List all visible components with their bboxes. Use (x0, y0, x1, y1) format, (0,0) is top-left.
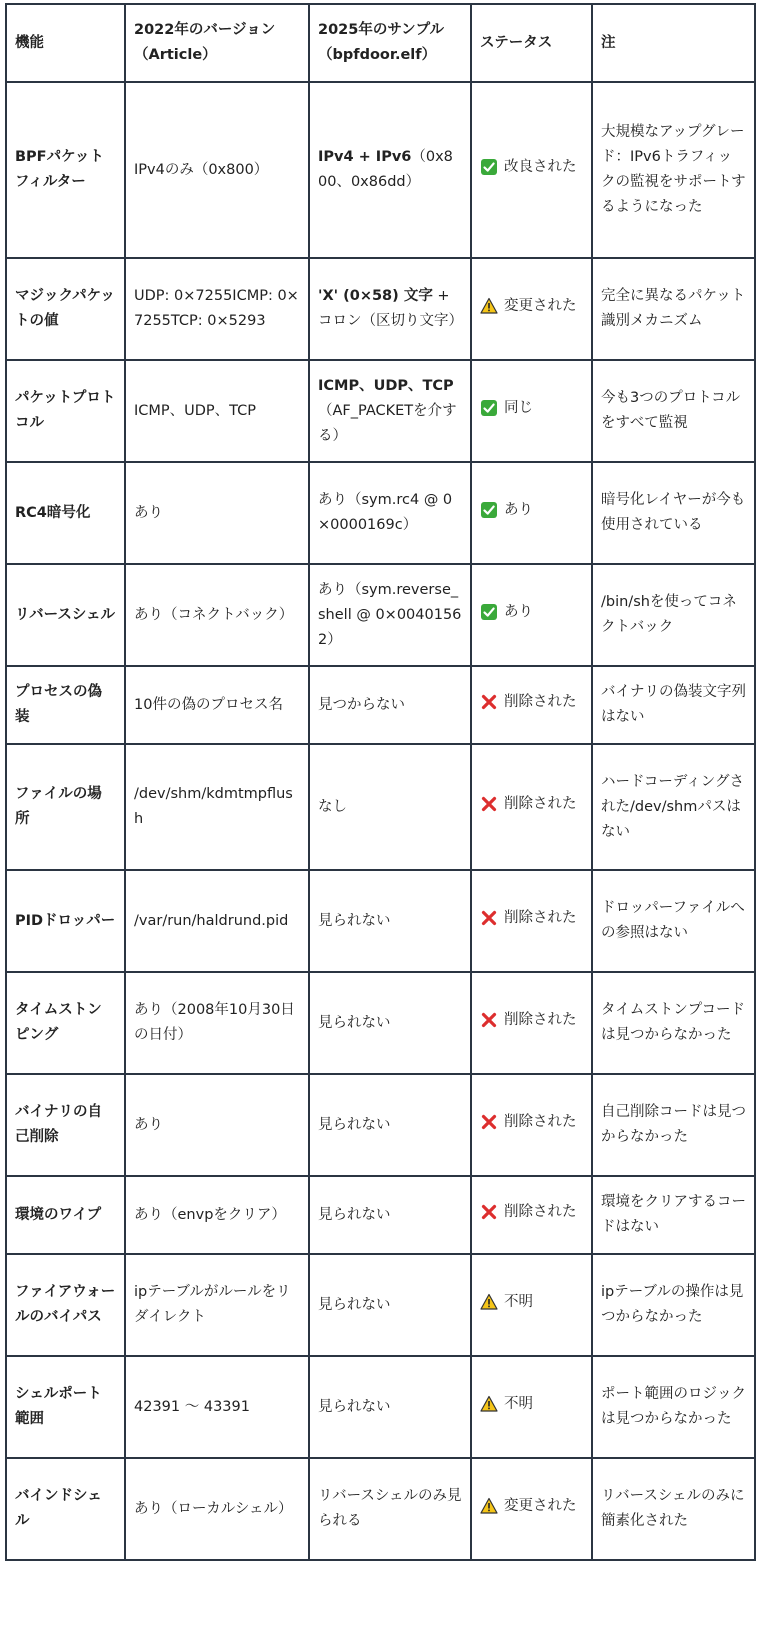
feature-cell (6, 360, 125, 462)
version-2025-bold-text: ICMP、UDP、TCP (318, 377, 454, 394)
status-cell (471, 972, 592, 1074)
note-cell (592, 82, 755, 258)
version-2025-cell (309, 744, 471, 870)
feature-text: PIDドロッパー (15, 912, 116, 929)
warning-icon (480, 1497, 498, 1515)
version-2025-text: あり（sym.reverse_shell @ 0×00401562） (318, 581, 462, 648)
note-cell (592, 1074, 755, 1176)
status-text: 削除された (504, 1011, 577, 1028)
header-2025-label: 2025年のサンプル (318, 22, 445, 38)
note-cell (592, 462, 755, 564)
feature-text: ファイアウォールのバイパス (15, 1284, 116, 1325)
header-note (592, 4, 755, 82)
cross-icon (480, 1203, 498, 1221)
note-cell (592, 870, 755, 972)
version-2025-text: + コロン（区切り文字） (318, 288, 463, 329)
note-text: 自己削除コードは見つからなかった (601, 1104, 746, 1145)
status-cell (471, 564, 592, 666)
version-2025-text: なし (318, 798, 347, 815)
feature-cell (6, 1176, 125, 1254)
version-2025-cell (309, 462, 471, 564)
status-text: あり (504, 501, 533, 518)
version-2025-cell (309, 564, 471, 666)
status-text: あり (504, 603, 533, 620)
feature-cell (6, 462, 125, 564)
version-2025-text: リバースシェルのみ見られる (318, 1488, 462, 1529)
version-2022-text: IPv4のみ（0x800） (134, 161, 269, 178)
table-row (6, 744, 755, 870)
cross-icon (480, 1113, 498, 1131)
feature-text: パケットプロトコル (15, 390, 116, 431)
version-2022-cell (125, 1458, 309, 1560)
version-2025-text: 見られない (318, 1398, 391, 1415)
note-cell (592, 360, 755, 462)
status-cell (471, 1254, 592, 1356)
version-2022-cell (125, 1074, 309, 1176)
feature-text: RC4暗号化 (15, 504, 91, 521)
note-text: リバースシェルのみに簡素化された (601, 1488, 745, 1529)
version-2022-text: あり（envpをクリア） (134, 1206, 286, 1223)
table-row (6, 972, 755, 1074)
note-cell (592, 258, 755, 360)
cross-icon (480, 693, 498, 711)
table-header-row (6, 4, 755, 82)
warning-icon (480, 1395, 498, 1413)
note-cell (592, 1176, 755, 1254)
status-cell (471, 82, 592, 258)
version-2025-cell (309, 1458, 471, 1560)
table-row (6, 1074, 755, 1176)
version-2022-text: ICMP、UDP、TCP (134, 402, 257, 419)
note-text: ポート範囲のロジックは見つからなかった (601, 1386, 746, 1427)
cross-icon (480, 795, 498, 813)
version-2025-text: 見られない (318, 912, 391, 929)
warning-icon (480, 1293, 498, 1311)
note-text: 環境をクリアするコードはない (601, 1194, 746, 1235)
version-2025-cell (309, 1074, 471, 1176)
version-2022-text: あり (134, 504, 163, 521)
feature-text: バインドシェル (15, 1488, 102, 1529)
note-text: 大規模なアップグレード：IPv6トラフィックの監視をサポートするようになった (601, 124, 746, 215)
feature-text: BPFパケットフィルター (15, 149, 104, 190)
note-cell (592, 1356, 755, 1458)
version-2025-bold-text: IPv4 + IPv6 (318, 149, 412, 165)
version-2022-cell (125, 462, 309, 564)
header-note-label: 注 (601, 34, 616, 51)
feature-text: 環境のワイプ (15, 1206, 102, 1223)
status-text: 不明 (504, 1395, 533, 1412)
note-cell (592, 1254, 755, 1356)
version-2025-cell (309, 972, 471, 1074)
version-2022-text: /var/run/haldrund.pid (134, 912, 289, 929)
note-text: バイナリの偽装文字列はない (601, 684, 746, 725)
version-2025-text: 見られない (318, 1116, 391, 1133)
version-2022-text: あり（ローカルシェル） (134, 1500, 293, 1517)
version-2022-text: あり（コネクトバック） (134, 606, 294, 623)
note-text: ハードコーディングされた/dev/shmパスはない (601, 773, 744, 840)
table-row (6, 564, 755, 666)
table-row (6, 870, 755, 972)
note-text: ドロッパーファイルへの参照はない (601, 900, 745, 941)
warning-icon (480, 297, 498, 315)
header-feature (6, 4, 125, 82)
header-status (471, 4, 592, 82)
version-2025-text: 見られない (318, 1296, 391, 1313)
note-text: 暗号化レイヤーが今も使用されている (601, 492, 746, 533)
status-cell (471, 1176, 592, 1254)
header-status-label: ステータス (480, 34, 553, 51)
table-row (6, 258, 755, 360)
version-2022-cell (125, 972, 309, 1074)
version-2025-cell (309, 1254, 471, 1356)
version-2025-cell (309, 1176, 471, 1254)
status-text: 削除された (504, 693, 577, 710)
status-cell (471, 1458, 592, 1560)
check-icon (480, 158, 498, 176)
feature-cell (6, 972, 125, 1074)
status-cell (471, 870, 592, 972)
feature-cell (6, 744, 125, 870)
header-2022-label: 2022年のバージョン (134, 22, 276, 38)
version-2022-cell (125, 1356, 309, 1458)
version-2025-text: 見られない (318, 1014, 391, 1031)
version-2025-cell (309, 258, 471, 360)
version-2025-text: 見つからない (318, 696, 405, 713)
feature-text: バイナリの自己削除 (15, 1104, 102, 1145)
feature-cell (6, 1356, 125, 1458)
version-2022-cell (125, 870, 309, 972)
status-cell (471, 744, 592, 870)
feature-cell (6, 1074, 125, 1176)
version-2022-cell (125, 666, 309, 744)
feature-cell (6, 870, 125, 972)
status-text: 改良された (504, 158, 577, 175)
table-row (6, 360, 755, 462)
note-cell (592, 972, 755, 1074)
status-cell (471, 1074, 592, 1176)
version-2025-cell (309, 870, 471, 972)
feature-cell (6, 666, 125, 744)
version-2022-cell (125, 1176, 309, 1254)
feature-text: ファイルの場所 (15, 786, 102, 827)
header-2022-version (125, 4, 309, 82)
version-2025-bold-text: 'X' (0×58) 文字 (318, 288, 433, 304)
note-text: ipテーブルの操作は見つからなかった (601, 1284, 744, 1325)
status-cell (471, 462, 592, 564)
version-2025-cell (309, 1356, 471, 1458)
version-2025-text: （0x800、0x86dd） (318, 149, 453, 190)
note-text: 完全に異なるパケット識別メカニズム (601, 288, 746, 329)
feature-text: マジックパケットの値 (15, 288, 115, 329)
feature-cell (6, 1458, 125, 1560)
comparison-table (5, 3, 756, 1561)
version-2022-text: ipテーブルがルールをリダイレクト (134, 1284, 291, 1325)
cross-icon (480, 1011, 498, 1029)
status-cell (471, 666, 592, 744)
version-2022-text: /dev/shm/kdmtmpflush (134, 786, 293, 827)
feature-cell (6, 258, 125, 360)
version-2022-cell (125, 258, 309, 360)
table-row (6, 462, 755, 564)
check-icon (480, 399, 498, 417)
feature-text: シェルポート範囲 (15, 1386, 102, 1427)
note-text: タイムストンプコードは見つからなかった (601, 1002, 745, 1043)
note-text: /bin/shを使ってコネクトバック (601, 594, 737, 635)
header-2025-sublabel: （bpfdoor.elf） (318, 47, 437, 63)
table-row (6, 1176, 755, 1254)
table-row (6, 1356, 755, 1458)
status-text: 削除された (504, 909, 577, 926)
header-2025-sample (309, 4, 471, 82)
version-2022-cell (125, 1254, 309, 1356)
note-cell (592, 564, 755, 666)
feature-cell (6, 564, 125, 666)
feature-text: タイムストンピング (15, 1002, 102, 1043)
status-text: 削除された (504, 1203, 577, 1220)
note-cell (592, 666, 755, 744)
note-cell (592, 744, 755, 870)
version-2022-cell (125, 360, 309, 462)
table-row (6, 1458, 755, 1560)
version-2022-text: 42391 〜 43391 (134, 1398, 250, 1415)
check-icon (480, 501, 498, 519)
header-2022-sublabel: （Article） (134, 47, 217, 63)
version-2025-cell (309, 360, 471, 462)
table-row (6, 82, 755, 258)
table-row (6, 666, 755, 744)
status-text: 同じ (504, 399, 533, 416)
version-2022-text: 10件の偽のプロセス名 (134, 696, 283, 713)
version-2025-text: 見られない (318, 1206, 391, 1223)
version-2022-cell (125, 82, 309, 258)
status-text: 削除された (504, 1113, 577, 1130)
feature-cell (6, 1254, 125, 1356)
version-2022-text: UDP: 0×7255ICMP: 0×7255TCP: 0×5293 (134, 288, 299, 329)
version-2025-text: あり（sym.rc4 @ 0×0000169c） (318, 492, 453, 533)
status-text: 変更された (504, 1497, 577, 1514)
note-text: 今も3つのプロトコルをすべて監視 (601, 390, 741, 431)
header-feature-label: 機能 (15, 34, 44, 51)
version-2022-text: あり (134, 1116, 163, 1133)
feature-cell (6, 82, 125, 258)
version-2025-text: （AF_PACKETを介する） (318, 402, 457, 444)
version-2025-cell (309, 666, 471, 744)
feature-text: リバースシェル (15, 606, 116, 623)
status-text: 削除された (504, 795, 577, 812)
version-2025-cell (309, 82, 471, 258)
status-cell (471, 360, 592, 462)
version-2022-cell (125, 564, 309, 666)
status-cell (471, 1356, 592, 1458)
table-row (6, 1254, 755, 1356)
status-cell (471, 258, 592, 360)
status-text: 変更された (504, 297, 577, 314)
cross-icon (480, 909, 498, 927)
note-cell (592, 1458, 755, 1560)
version-2022-text: あり（2008年10月30日の日付） (134, 1002, 295, 1043)
check-icon (480, 603, 498, 621)
version-2022-cell (125, 744, 309, 870)
feature-text: プロセスの偽装 (15, 684, 102, 725)
status-text: 不明 (504, 1293, 533, 1310)
